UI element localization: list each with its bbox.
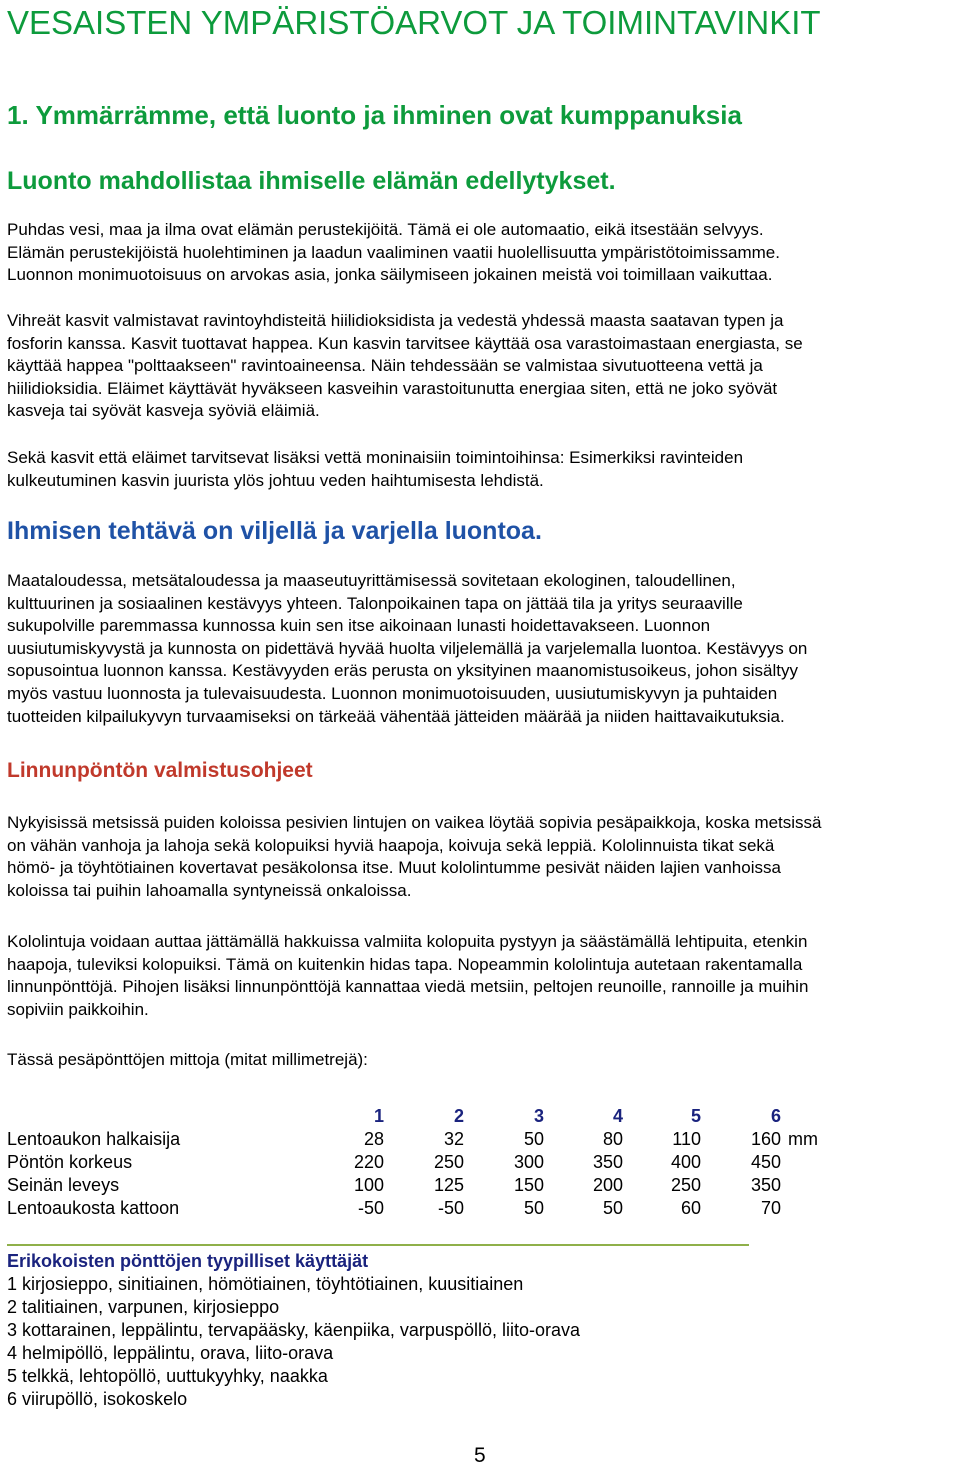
table-cell: -50: [357, 1198, 384, 1218]
paragraph-3: [7, 447, 959, 492]
paragraph-line: Luonnon monimuotoisuus on arvokas asia, jonka säilymiseen jokainen meistä voi toimillaan vaikuttaa.: [7, 265, 773, 285]
table-header-cell: 2: [453, 1106, 464, 1126]
paragraph-line: koloissa tai puihin lahoamalla syntyneissä onkaloissa.: [7, 880, 412, 900]
table-cell: 50: [523, 1129, 544, 1149]
table-cell: 32: [443, 1129, 464, 1149]
paragraph-line: käyttää happea "polttaakseen" ravintoaineensa. Näin tehdessään se valmistaa sivutuotteena vettä ja: [7, 356, 763, 376]
table-row-label: Pöntön korkeus: [7, 1152, 133, 1172]
paragraph-line: Kololintuja voidaan auttaa jättämällä hakkuissa valmiita kolopuita pystyyn ja säästämällä lehtipuita, etenkin: [7, 932, 808, 951]
table-cell: 50: [523, 1198, 544, 1218]
table-cell: -50: [437, 1198, 464, 1218]
paragraph-7: [7, 1049, 959, 1072]
table-cell: 125: [433, 1175, 464, 1195]
table-cell: 110: [672, 1129, 701, 1149]
page-number: 5: [474, 1444, 486, 1467]
paragraph-line: tuotteiden kilpailukyvyn turvaamiseksi on tärkeää vähentää jätteiden määrää ja niiden haittavaikutuksia.: [7, 706, 785, 726]
paragraph-4: [7, 570, 959, 728]
heading-birdhouse: Linnunpöntön valmistusohjeet: [7, 759, 313, 782]
paragraph-line: fosforin kanssa. Kasvit tuottavat happea. Kun kasvin tarvitsee käyttää osa varastoimastaan energiasta, se: [7, 333, 803, 353]
table-cell: 70: [760, 1198, 781, 1218]
table-header-cell: 3: [533, 1106, 544, 1126]
table-cell: 60: [680, 1198, 701, 1218]
paragraph-line: Sekä kasvit että eläimet tarvitsevat lisäksi vettä moninaisiin toimintoihinsa: Esimerkiksi ravinteiden: [7, 448, 744, 467]
paragraph-line: kulkeutuminen kasvin juurista ylös johtuu veden haihtumisesta lehdistä.: [7, 470, 544, 490]
paragraph-line: uusiutumiskyvystä ja kunnosta on pidettävä hyvää huolta viljelemällä ja varjelemalla luontoa. Kestävyys on: [7, 638, 808, 658]
paragraph-1: [7, 219, 959, 287]
table-header-cell: 4: [612, 1106, 623, 1126]
table-cell: 400: [670, 1152, 701, 1172]
list-item: 5 telkkä, lehtopöllö, uuttukyyhky, naakka: [7, 1366, 328, 1386]
list-item: 6 viirupöllö, isokoskelo: [7, 1389, 188, 1409]
list-item: 4 helmipöllö, leppälintu, orava, liito-orava: [7, 1343, 334, 1363]
heading-human-task: Ihmisen tehtävä on viljellä ja varjella luontoa.: [7, 517, 542, 545]
table-row-label: Seinän leveys: [7, 1175, 120, 1195]
paragraph-line: kulttuurinen ja sosiaalinen kestävyys yhteen. Talonpoikainen tapa on jättää tila ja yritys seuraaville: [7, 593, 743, 613]
table-cell: 350: [750, 1175, 781, 1195]
table-cell: 150: [513, 1175, 544, 1195]
table-cell: 300: [513, 1152, 544, 1172]
table-row-label: Lentoaukon halkaisija: [7, 1129, 181, 1149]
list-item: 1 kirjosieppo, sinitiainen, hömötiainen, töyhtötiainen, kuusitiainen: [7, 1274, 524, 1294]
table-cell: 80: [602, 1129, 623, 1149]
document-title: VESAISTEN YMPÄRISTÖARVOT JA TOIMINTAVINKIT: [7, 4, 821, 41]
table-header-cell: 6: [770, 1106, 781, 1126]
paragraph-line: Maataloudessa, metsätaloudessa ja maaseutuyrittämisessä sovitetaan ekologinen, taloudellinen,: [7, 571, 736, 590]
paragraph-line: hömö- ja töyhtötiainen kovertavat pesäkolonsa itse. Muut kololintumme pesivät näiden lajien vanhoissa: [7, 858, 781, 878]
paragraph-line: haapoja, tuleviksi kolopuiksi. Tämä on kuitenkin hidas tapa. Nopeammin kololintuja autetaan rakentamalla: [7, 954, 803, 974]
table-cell: 200: [592, 1175, 623, 1195]
table-cell: 28: [363, 1129, 384, 1149]
table-cell: 220: [353, 1152, 384, 1172]
table-unit: mm: [788, 1129, 818, 1149]
paragraph-5: [7, 812, 959, 902]
paragraph-2: [7, 310, 959, 423]
section-heading-1: 1. Ymmärrämme, että luonto ja ihminen ovat kumppanuksia: [7, 100, 742, 130]
table-cell: 450: [750, 1152, 781, 1172]
table-cell: 350: [592, 1152, 623, 1172]
table-cell: 50: [602, 1198, 623, 1218]
paragraph-6: [7, 931, 959, 1021]
table-row-label: Lentoaukosta kattoon: [7, 1198, 180, 1218]
table-header-cell: 5: [690, 1106, 701, 1126]
section-divider: [7, 1244, 749, 1246]
users-heading: Erikokoisten pönttöjen tyypilliset käyttäjät: [7, 1251, 369, 1271]
paragraph-line: sopusointua luonnon kanssa. Kestävyyden eräs perusta on yksityinen maanomistusoikeus, johon sisältyy: [7, 661, 798, 681]
paragraph-line: myös vastuu luonnosta ja tulevaisuudesta. Luonnon monimuotoisuuden, uusiutumiskyvyn ja puhtaiden: [7, 683, 778, 703]
paragraph-line: sopiviin paikkoihin.: [7, 999, 149, 1019]
paragraph-line: Tässä pesäpönttöjen mittoja (mitat millimetrejä):: [7, 1050, 368, 1069]
heading-nature: Luonto mahdollistaa ihmiselle elämän edellytykset.: [7, 167, 616, 195]
table-cell: 250: [433, 1152, 464, 1172]
paragraph-line: Nykyisissä metsissä puiden koloissa pesivien lintujen on vaikea löytää sopivia pesäpaikkoja, koska metsissä: [7, 813, 822, 832]
paragraph-line: hiilidioksidia. Eläimet käyttävät hyväkseen kasveihin varastoitunutta energiaa siten, että ne joko syövät: [7, 378, 778, 398]
list-item: 3 kottarainen, leppälintu, tervapääsky, käenpiika, varpuspöllö, liito-orava: [7, 1320, 580, 1340]
table-cell: 250: [670, 1175, 701, 1195]
birdhouse-users-list: [7, 1273, 580, 1411]
paragraph-line: Elämän perustekijöistä huolehtiminen ja laadun vaaliminen vaatii huolellisuutta ympäristötoimissamme.: [7, 242, 780, 262]
paragraph-line: sukupolville paremmassa kunnossa kuin sen itse aikoinaan lunasti hoidettavakseen. Luonnon: [7, 616, 711, 636]
list-item: 2 talitiainen, varpunen, kirjosieppo: [7, 1297, 280, 1317]
table-cell: 100: [353, 1175, 384, 1195]
paragraph-line: kasveja tai syövät kasveja syöviä eläimiä.: [7, 401, 320, 421]
table-header-cell: 1: [373, 1106, 384, 1126]
paragraph-line: linnunpönttöjä. Pihojen lisäksi linnunpönttöjä kannattaa viedä metsiin, peltojen reunoille, rannoille ja muihin: [7, 977, 809, 997]
table-cell: 160: [750, 1129, 781, 1149]
paragraph-line: Vihreät kasvit valmistavat ravintoyhdisteitä hiilidioksidista ja vedestä yhdessä maasta saatavan typen ja: [7, 311, 784, 330]
paragraph-line: Puhdas vesi, maa ja ilma ovat elämän perustekijöitä. Tämä ei ole automaatio, eikä itsestään selvyys.: [7, 220, 764, 239]
paragraph-line: on vähän vanhoja ja lahoja sekä kolopuiksi hyviä haapoja, koivuja sekä leppiä. Kololinnuista tikat sekä: [7, 835, 775, 855]
